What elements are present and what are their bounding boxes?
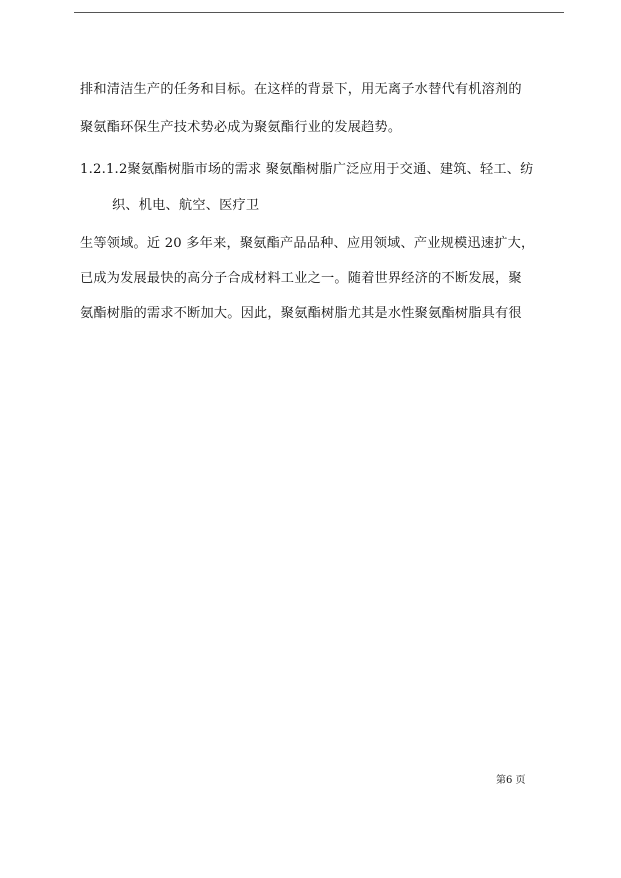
page-number: 第6 页 xyxy=(496,775,526,786)
section-heading-line: 1.2.1.2聚氨酯树脂市场的需求 聚氨酯树脂广泛应用于交通、建筑、轻工、纺 xyxy=(80,162,534,177)
section-heading-continuation: 织、机电、航空、医疗卫 xyxy=(112,198,260,213)
paragraph-line-2: 聚氨酯环保生产技术势必成为聚氨酯行业的发展趋势。 xyxy=(80,120,402,135)
paragraph-line-7: 氨酯树脂的需求不断加大。因此，聚氨酯树脂尤其是水性聚氨酯树脂具有很 xyxy=(80,306,522,321)
header-rule xyxy=(74,12,564,13)
paragraph-line-1: 排和清洁生产的任务和目标。在这样的背景下，用无离子水替代有机溶剂的 xyxy=(80,82,522,97)
paragraph-line-6: 已成为发展最快的高分子合成材料工业之一。随着世界经济的不断发展，聚 xyxy=(80,271,522,286)
paragraph-line-5: 生等领域。近 20 多年来，聚氨酯产品品种、应用领域、产业规模迅速扩大， xyxy=(80,236,535,251)
